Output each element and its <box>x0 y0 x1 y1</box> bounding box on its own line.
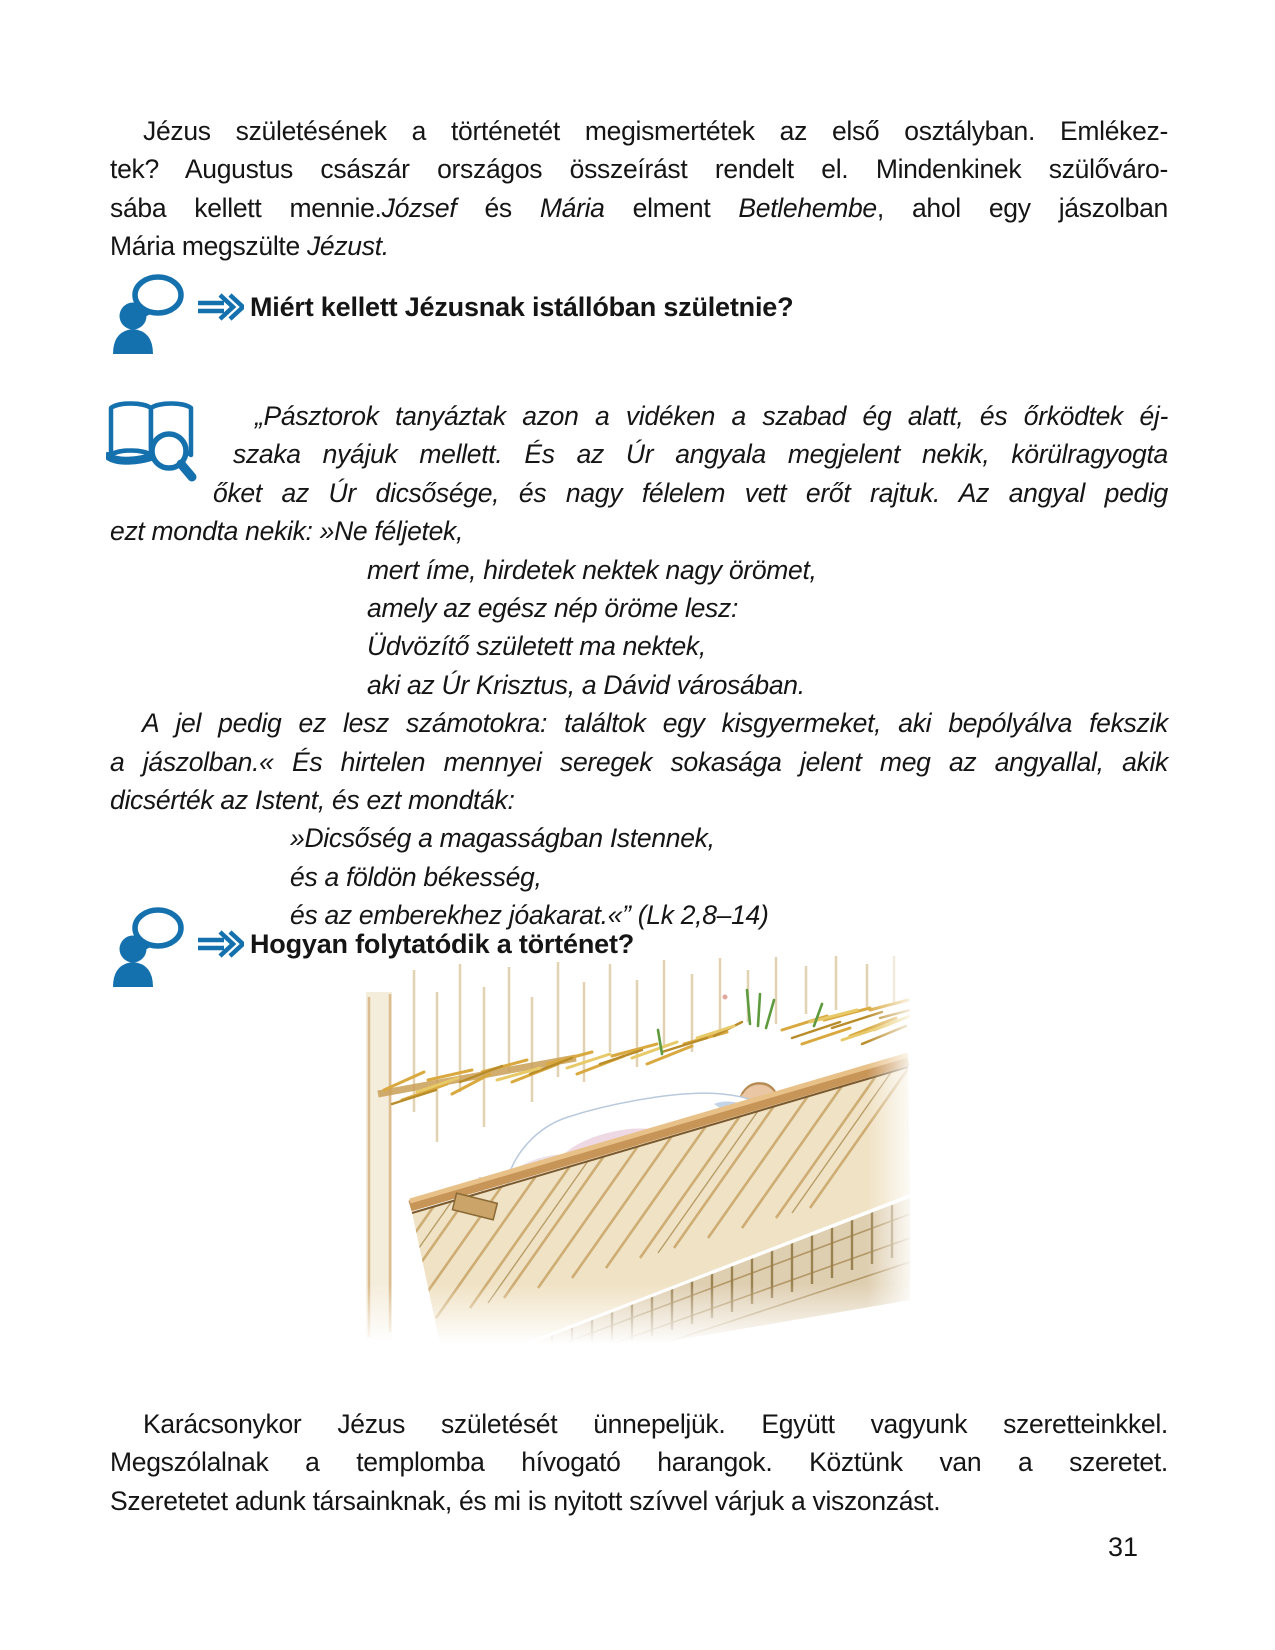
text-line: Mária megszülte Jézust. <box>110 231 389 262</box>
text-line: szaka nyájuk mellett. És az Úr angyala megjelent nekik, körülragyogta <box>233 439 1168 470</box>
text-line: Szeretetet adunk társainknak, és mi is nyitott szívvel várjuk a viszonzást. <box>110 1485 941 1516</box>
verse-line: és a földön békesség, <box>290 861 542 892</box>
scripture-quote <box>110 397 1168 935</box>
verse-line: amely az egész nép öröme lesz: <box>367 593 739 624</box>
text-line: sába kellett mennie.József és Mária elment Betlehembe, ahol egy jászolban <box>110 192 1168 223</box>
double-arrow-icon <box>197 293 244 321</box>
text-line: tek? Augustus császár országos összeírást rendelt el. Mindenkinek szülőváro- <box>110 154 1168 185</box>
text-line: A jel pedig ez lesz számotokra: találtok egy kisgyermeket, aki bepólyálva fekszik <box>142 708 1168 739</box>
text-line: Megszólalnak a templomba hívogató harangok. Köztünk van a szeretet. <box>110 1447 1168 1478</box>
person-speech-bubble-icon <box>110 270 192 354</box>
manger-illustration <box>362 952 910 1344</box>
verse-line: »Dicsőség a magasságban Istennek, <box>290 823 715 854</box>
text-line: őket az Úr dicsősége, és nagy félelem vett erőt rajtuk. Az angyal pedig <box>213 477 1168 508</box>
text-line: Jézus születésének a történetét megismertétek az első osztályban. Emlékez- <box>143 116 1168 146</box>
verse-line: és az emberekhez jóakarat.«” (Lk 2,8–14) <box>290 900 769 931</box>
fade-right <box>867 952 910 1344</box>
text-line: „Pásztorok tanyáztak azon a vidéken a szabad ég alatt, és őrködtek éj- <box>255 401 1168 431</box>
fade-bottom <box>362 1284 910 1344</box>
verse-line: Üdvözítő született ma nektek, <box>367 631 706 662</box>
verse-line: mert íme, hirdetek nektek nagy örömet, <box>367 554 817 585</box>
double-arrow-icon <box>197 930 244 958</box>
person-speech-bubble-icon <box>110 903 192 987</box>
text-line: Karácsonykor Jézus születését ünnepeljük. Együtt vagyunk szeretteinkkel. <box>143 1409 1168 1439</box>
verse-line: aki az Úr Krisztus, a Dávid városában. <box>367 669 805 700</box>
intro-paragraph <box>110 112 1168 266</box>
question-text: Hogyan folytatódik a történet? <box>250 929 635 959</box>
question-text: Miért kellett Jézusnak istállóban születnie? <box>250 292 794 322</box>
text-line: ezt mondta nekik: »Ne féljetek, <box>110 516 464 547</box>
page-number: 31 <box>1108 1532 1139 1562</box>
closing-paragraph <box>110 1405 1168 1520</box>
text-line: a jászolban.« És hirtelen mennyei seregek sokasága jelent meg az angyallal, akik <box>110 746 1168 777</box>
text-line: dicsérték az Istent, és ezt mondták: <box>110 785 515 816</box>
